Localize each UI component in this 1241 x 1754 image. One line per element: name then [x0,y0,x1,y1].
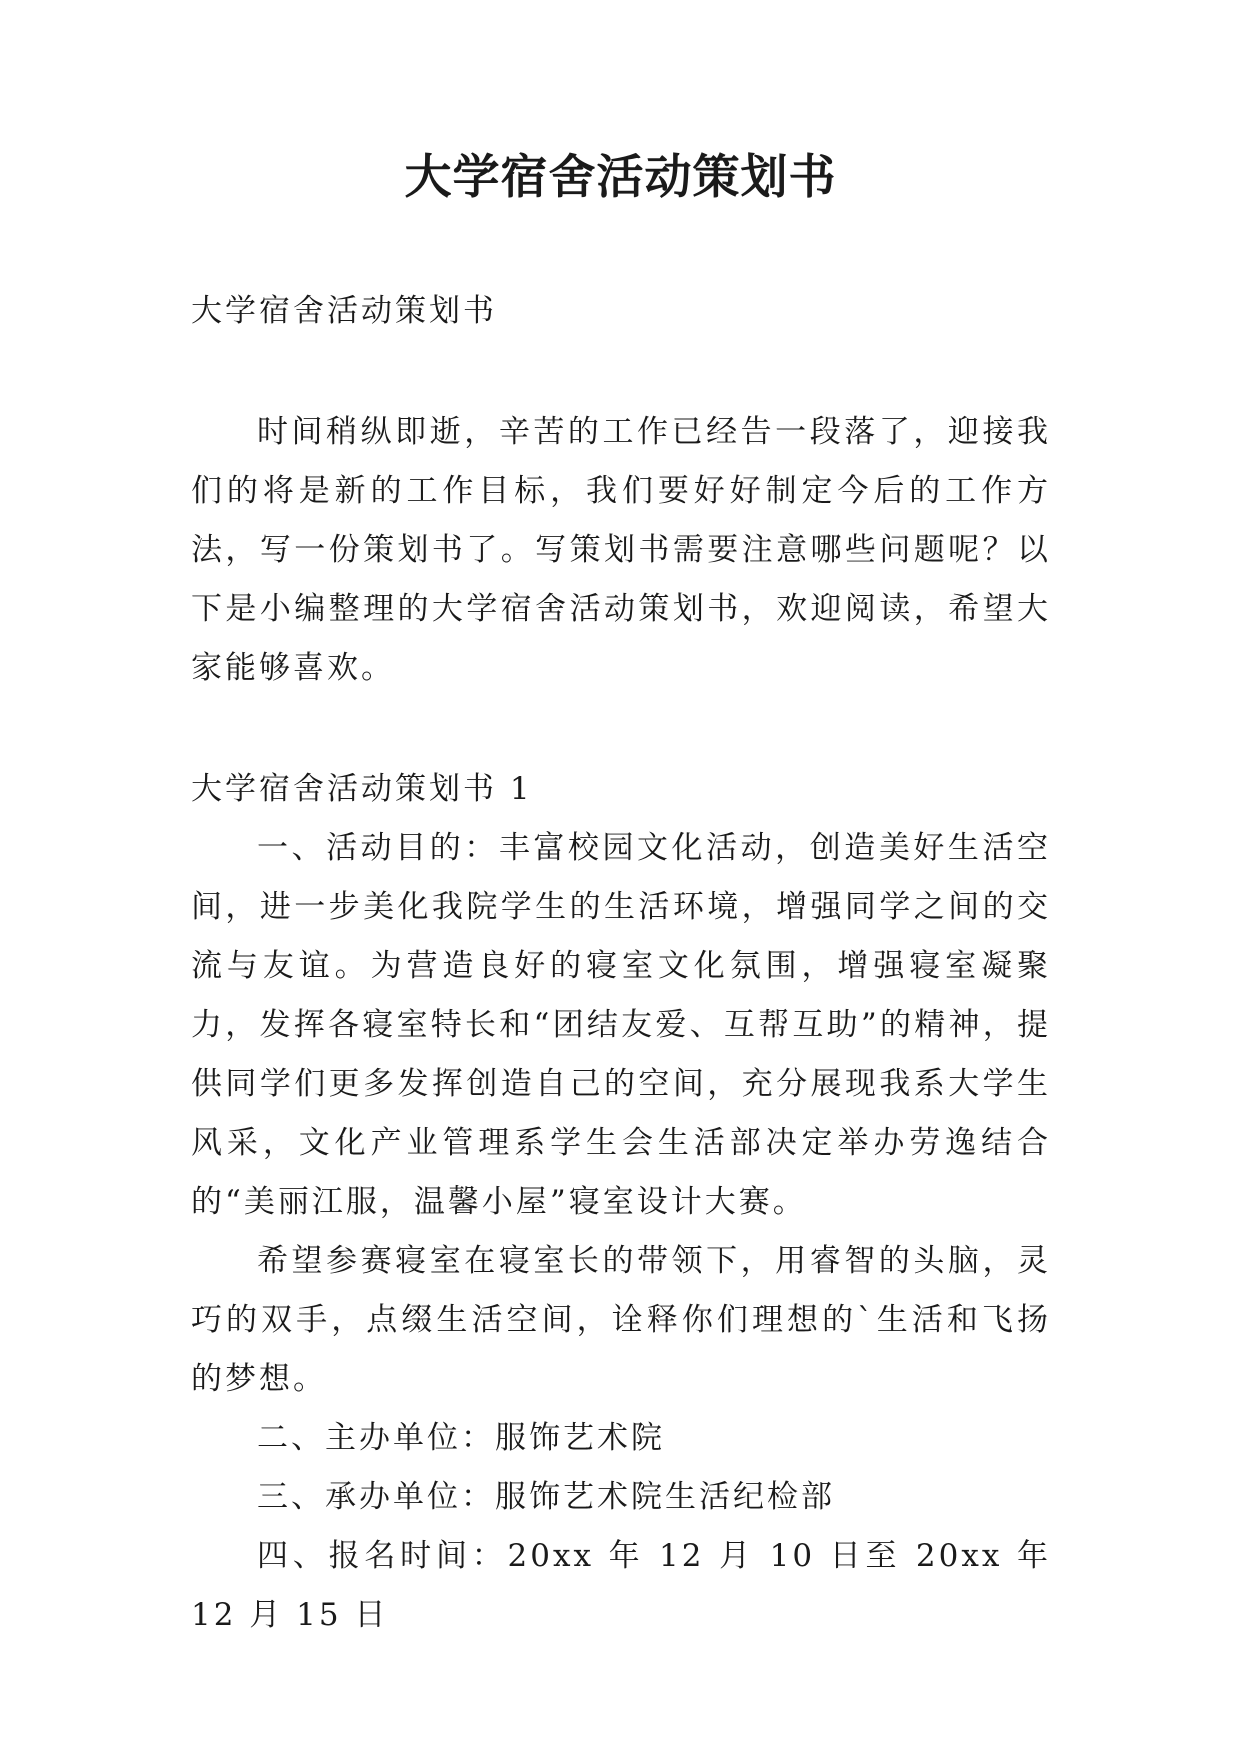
paragraph-organizer: 二、主办单位：服饰艺术院 [257,1420,665,1456]
intro-paragraph: 时间稍纵即逝，辛苦的工作已经告一段落了，迎接我们的将是新的工作目标，我们要好好制定今后的工作方法，写一份策划书了。写策划书需要注意哪些问题呢？以下是小编整理的大学宿舍活动策划书，欢迎阅读，希望大家能够喜欢。 [191,414,1051,686]
section-heading: 大学宿舍活动策划书 1 [191,771,533,807]
paragraph-host: 三、承办单位：服饰艺术院生活纪检部 [257,1479,835,1515]
paragraph-purpose: 一、活动目的：丰富校园文化活动，创造美好生活空间，进一步美化我院学生的生活环境，增强同学之间的交流与友谊。为营造良好的寝室文化氛围，增强寝室凝聚力，发挥各寝室特长和“团结友爱、互帮互助”的精神，提供同学们更多发挥创造自己的空间，充分展现我系大学生风采，文化产业管理系学生会生活部决定举办劳逸结合的“美丽江服，温馨小屋”寝室设计大赛。 [191,830,1051,1220]
paragraph-registration-time: 四、报名时间：20xx 年 12 月 10 日至 20xx 年 12 月 15 日 [191,1538,1051,1633]
document-title: 大学宿舍活动策划书 [404,150,837,205]
document-body [191,282,1051,1645]
paragraph-hope: 希望参赛寝室在寝室长的带领下，用睿智的头脑，灵巧的双手，点缀生活空间，诠释你们理想的`生活和飞扬的梦想。 [191,1243,1051,1397]
document-subtitle: 大学宿舍活动策划书 [191,293,497,329]
